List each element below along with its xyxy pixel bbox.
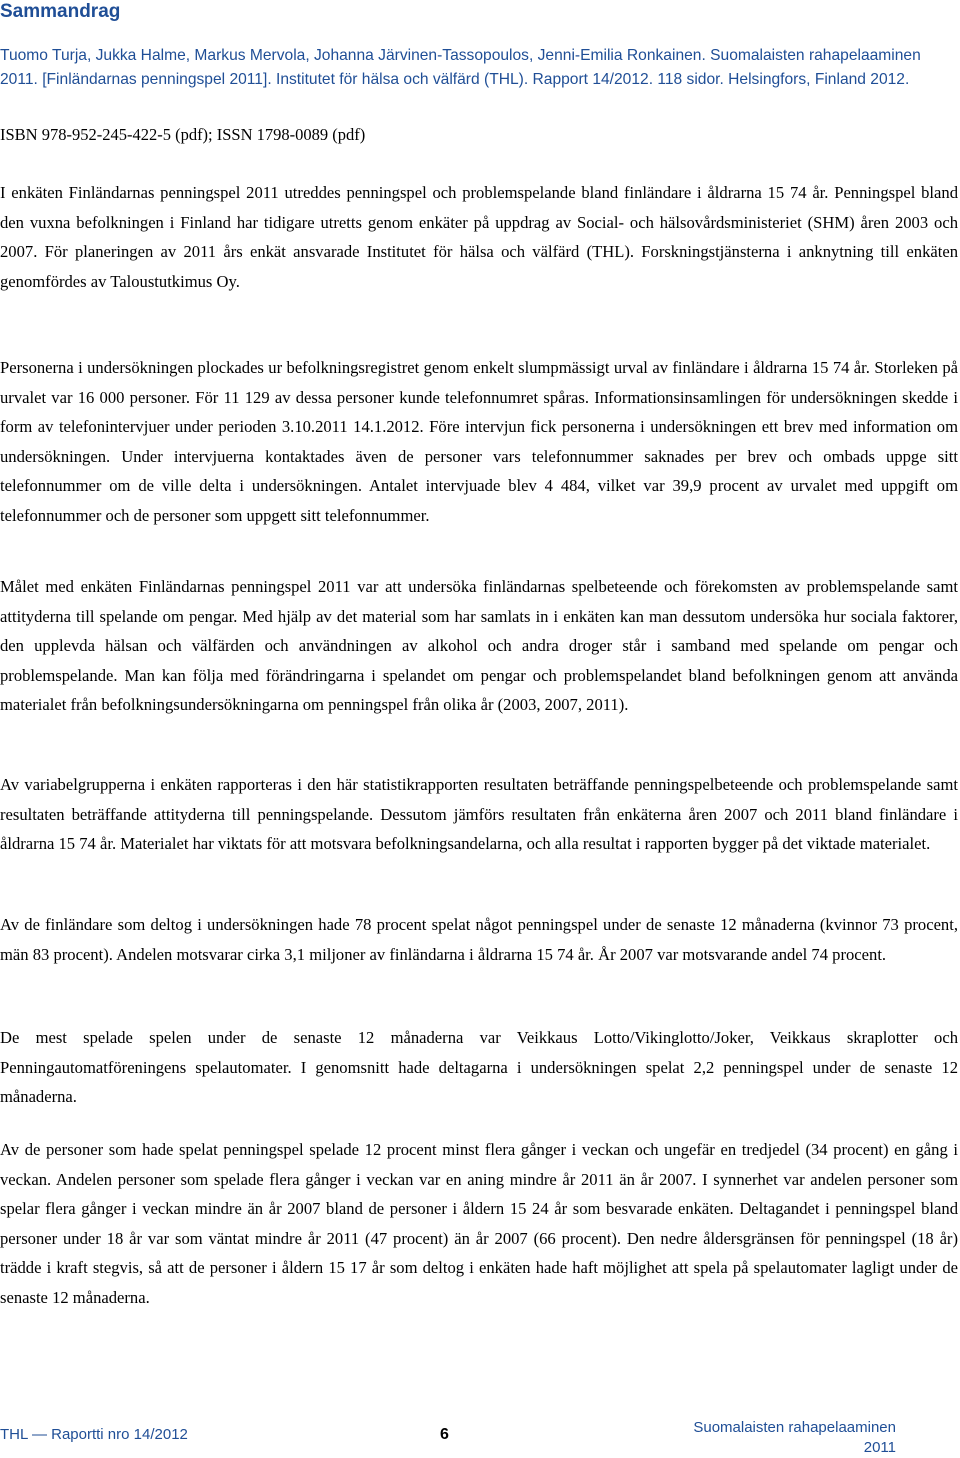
bibliographic-reference: Tuomo Turja, Jukka Halme, Markus Mervola, Johanna Järvinen-Tassopoulos, Jenni-Emilia Ronkainen. Suomalaisten rahapelaaminen 2011. [Finländarnas penningspel 2011]. Institutet för hälsa och välfärd (THL). Rapport 14/2012. 118 sidor. Helsingfors, Finland 2012.: [0, 47, 921, 89]
footer-report-label: THL — Raportti nro 14/2012: [0, 1426, 188, 1443]
paragraph: I enkäten Finländarnas penningspel 2011 utreddes penningspel och problemspelande bland finländare i åldrarna 15 74 år. Penningspel bland den vuxna befolkningen i Finland har tidigare utretts genom enkäter på uppdrag av Social- och hälsovårdsministeriet (SHM) åren 2003 och 2007. För planeringen av 2011 års enkät ansvarade Institutet för hälsa och välfärd (THL). Forskningstjänsterna i anknytning till enkäten genomfördes av Taloustutkimus Oy.: [0, 183, 958, 291]
footer-title-line: Suomalaisten rahapelaaminen: [693, 1419, 896, 1436]
paragraph: Av de finländare som deltog i undersökningen hade 78 procent spelat något penningspel under de senaste 12 månaderna (kvinnor 73 procent, män 83 procent). Andelen motsvarar cirka 3,1 miljoner av finländarna i åldrarna 15 74 år. År 2007 var motsvarande andel 74 procent.: [0, 915, 958, 964]
section-heading: Sammandrag: [0, 1, 121, 22]
paragraph: Av de personer som hade spelat penningspel spelade 12 procent minst flera gånger i veckan och ungefär en tredjedel (34 procent) en gång i veckan. Andelen personer som spelade flera gånger i veckan var en aning mindre år 2011 än år 2007. I synnerhet var andelen personer som spelar flera gånger i veckan mindre än år 2007 bland de personer i åldern 15 24 år som besvarade enkäten. Deltagandet i penningspel bland personer under 18 år var som väntat mindre år 2011 (47 procent) än år 2007 (66 procent). Den nedre åldersgränsen för penningspel (18 år) trädde i kraft stegvis, så att de personer i åldern 15 17 år som deltog i enkäten hade haft möjlighet att spela på spelautomater lagligt under de senaste 12 månaderna.: [0, 1140, 958, 1307]
page-number: 6: [440, 1426, 449, 1443]
paragraph: De mest spelade spelen under de senaste 12 månaderna var Veikkaus Lotto/Vikinglotto/Joker, Veikkaus skraplotter och Penningautomatföreningens spelautomater. I genomsnitt hade deltagarna i undersökningen spelat 2,2 penningspel under de senaste 12 månaderna.: [0, 1028, 958, 1106]
paragraph: Personerna i undersökningen plockades ur befolkningsregistret genom enkelt slumpmässigt urval av finländare i åldrarna 15 74 år. Storleken på urvalet var 16 000 personer. För 11 129 av dessa personer kunde telefonnumret spåras. Informationsinsamlingen för undersökningen skedde i form av telefonintervjuer under perioden 3.10.2011 14.1.2012. Före intervjun fick personerna i undersökningen ett brev med information om undersökningen. Under intervjuerna kontaktades även de personer vars telefonnummer saknades per brev och ombads uppge sitt telefonnummer om de ville delta i undersökningen. Antalet intervjuade blev 4 484, vilket var 39,9 procent av urvalet med uppgift om telefonnummer och de personer som uppgett sitt telefonnummer.: [0, 358, 958, 525]
paragraph: Av variabelgrupperna i enkäten rapporteras i den här statistikrapporten resultaten beträffande penningspelbeteende och problemspelande samt resultaten beträffande attityderna till penningspelande. Dessutom jämförs resultaten från enkäterna åren 2007 och 2011 bland finländare i åldrarna 15 74 år. Materialet har viktats för att motsvara befolkningsandelarna, och alla resultat i rapporten bygger på det viktade materialet.: [0, 775, 958, 853]
footer-year-line: 2011: [863, 1439, 896, 1456]
page-footer: [0, 1418, 958, 1456]
paragraph: Målet med enkäten Finländarnas penningspel 2011 var att undersöka finländarnas spelbeteende och förekomsten av problemspelande samt attityderna till spelande om pengar. Med hjälp av det material som har samlats in i enkäten kan man dessutom undersöka hur sociala faktorer, den upplevda hälsan och välfärden och användningen av alkohol och andra droger står i samband med spelande om pengar och problemspelande. Man kan följa med förändringarna i spelandet om pengar och problemspelandet bland befolkningen genom att använda materialet från befolkningsundersökningarna om penningspel från olika år (2003, 2007, 2011).: [0, 577, 958, 714]
isbn-line: ISBN 978-952-245-422-5 (pdf); ISSN 1798-0089 (pdf): [0, 125, 366, 144]
footer-publication-title: [693, 1418, 896, 1458]
